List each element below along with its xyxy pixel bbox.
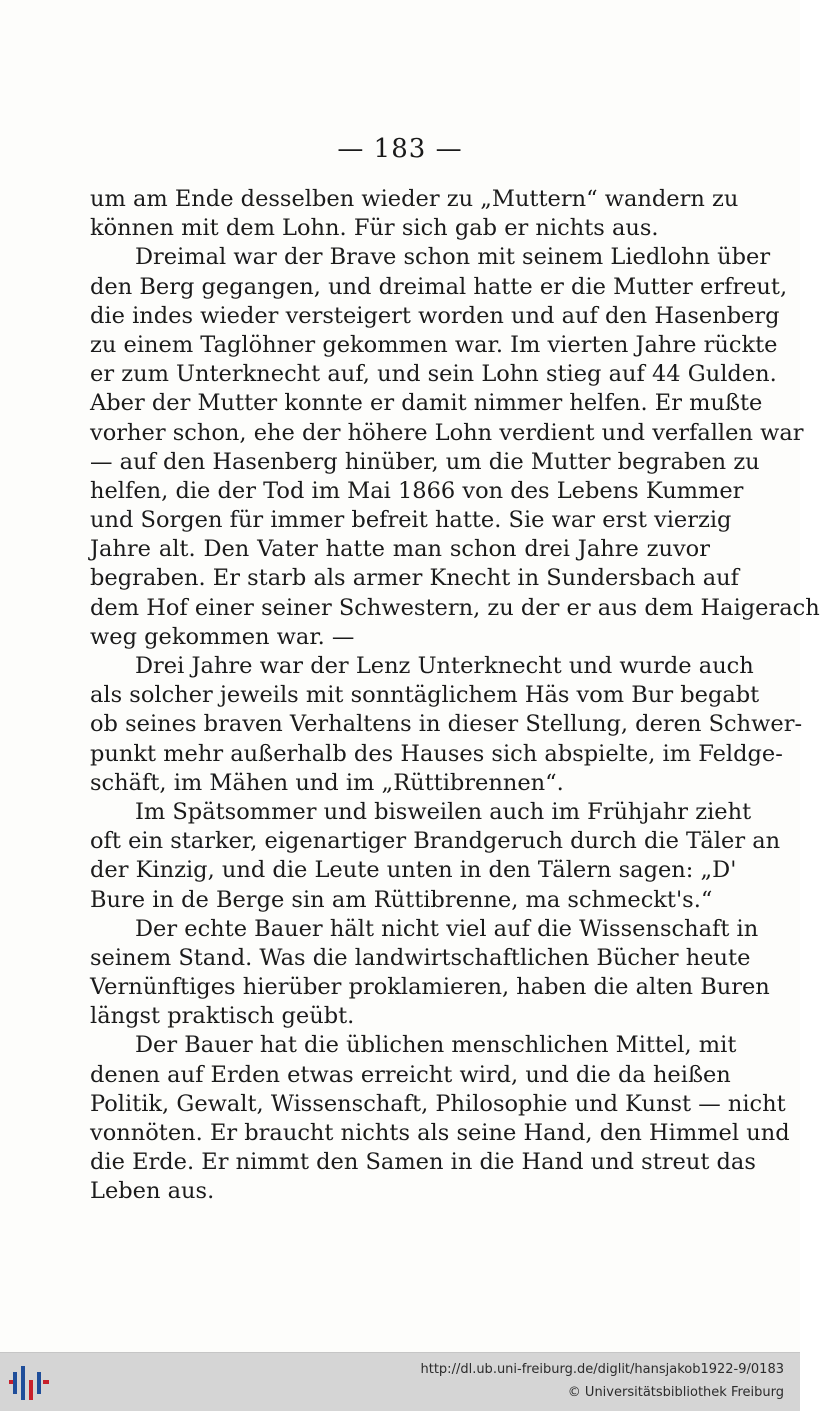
text-line: Jahre alt. Den Vater hatte man schon drei Jahre zuvor [90,536,710,563]
text-line: Bure in de Berge sin am Rüttibrenne, ma schmeckt's.“ [90,886,713,913]
text-line: Der Bauer hat die üblichen menschlichen Mittel, mit [135,1032,737,1059]
text-line: weg gekommen war. — [90,623,355,650]
page-number: — 183 — [337,134,463,164]
text-line: als solcher jeweils mit sonntäglichem Häs vom Bur begabt [90,682,760,709]
text-line: vorher schon, ehe der höhere Lohn verdient und verfallen war [90,419,804,446]
ub-freiburg-logo-icon[interactable] [9,1362,51,1404]
text-line: vonnöten. Er braucht nichts als seine Hand, den Himmel und [90,1120,790,1146]
page-text [90,185,820,1207]
text-line: den Berg gegangen, und dreimal hatte er die Mutter erfreut, [90,273,788,300]
text-line: punkt mehr außerhalb des Hauses sich abspielte, im Feldge- [90,740,783,767]
text-line: die indes wieder versteigert worden und auf den Hasenberg [90,302,780,329]
text-line: und Sorgen für immer befreit hatte. Sie war erst vierzig [90,507,732,534]
copyright-text: © Universitätsbibliothek Freiburg [567,1385,784,1400]
text-line: Dreimal war der Brave schon mit seinem Liedlohn über [135,244,771,271]
text-line: Im Spätsommer und bisweilen auch im Frühjahr zieht [135,798,752,825]
text-line: zu einem Taglöhner gekommen war. Im vierten Jahre rückte [90,331,778,358]
text-line: schäft, im Mähen und im „Rüttibrennen“. [90,769,564,796]
text-line: Aber der Mutter konnte er damit nimmer helfen. Er mußte [90,390,763,417]
text-line: Politik, Gewalt, Wissenschaft, Philosophie und Kunst — nicht [90,1090,786,1117]
text-line: können mit dem Lohn. Für sich gab er nichts aus. [90,215,659,242]
text-line: dem Hof einer seiner Schwestern, zu der er aus dem Haigerach [90,594,820,621]
text-line: oft ein starker, eigenartiger Brandgeruch durch die Täler an [90,828,781,855]
text-line: Der echte Bauer hält nicht viel auf die Wissenschaft in [135,915,759,942]
text-line: denen auf Erden etwas erreicht wird, und die da heißen [90,1061,731,1088]
text-line: helfen, die der Tod im Mai 1866 von des Lebens Kummer [90,477,744,504]
source-url-link[interactable]: http://dl.ub.uni-freiburg.de/diglit/hansjakob1922-9/0183 [420,1362,784,1377]
text-line: er zum Unterknecht auf, und sein Lohn stieg auf 44 Gulden. [90,361,777,388]
text-line: Vernünftiges hierüber proklamieren, haben die alten Buren [90,974,770,1001]
text-line: ob seines braven Verhaltens in dieser Stellung, deren Schwer- [90,711,803,738]
footer-bar [0,1352,800,1411]
text-line: begraben. Er starb als armer Knecht in Sundersbach auf [90,565,739,592]
text-line: Leben aus. [90,1178,215,1205]
text-line: der Kinzig, und die Leute unten in den Tälern sagen: „D' [90,857,737,884]
text-line: — auf den Hasenberg hinüber, um die Mutter begraben zu [90,448,760,475]
text-line: Drei Jahre war der Lenz Unterknecht und wurde auch [135,653,754,679]
text-line: um am Ende desselben wieder zu „Muttern“ wandern zu [90,186,739,212]
text-line: die Erde. Er nimmt den Samen in die Hand und streut das [90,1149,756,1176]
text-line: seinem Stand. Was die landwirtschaftlichen Bücher heute [90,944,751,971]
text-line: längst praktisch geübt. [90,1003,355,1030]
